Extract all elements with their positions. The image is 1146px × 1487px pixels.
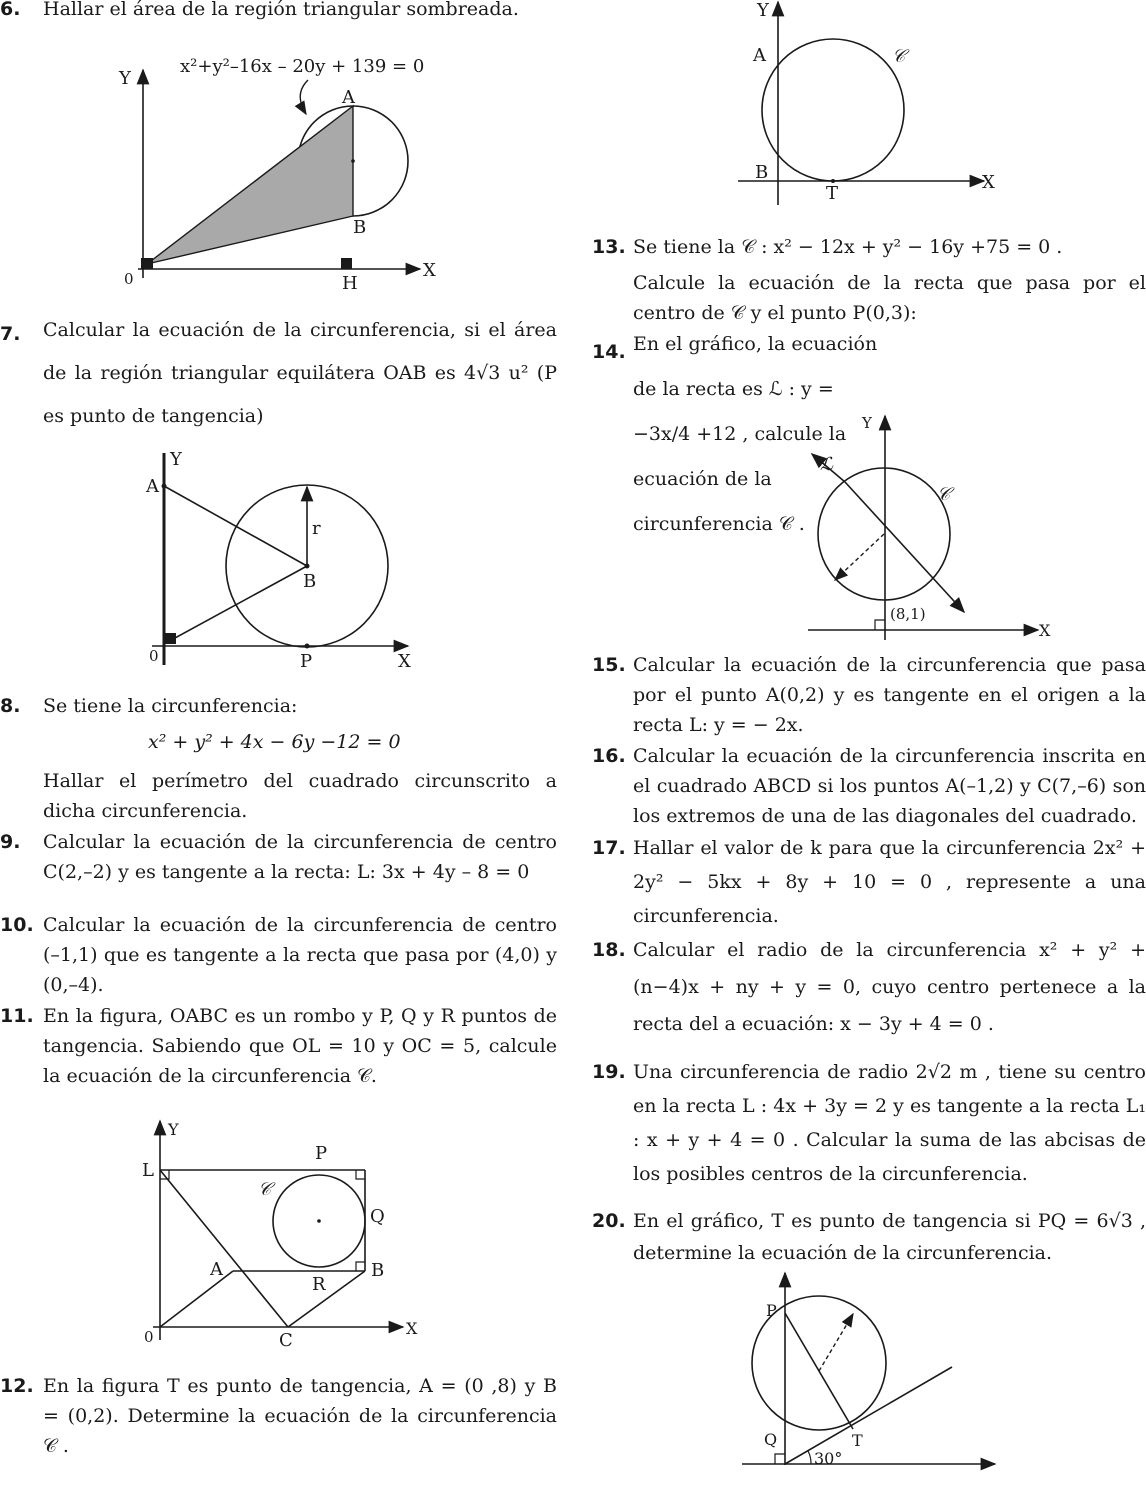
problem-text: Calcular la ecuación de la circunferencia de centro (–1,1) que es tangente a la recta que pasa por (4,0) y (0,–4).: [43, 914, 557, 996]
label-r: r: [312, 518, 321, 539]
problem-number: 12.: [0, 1375, 34, 1397]
label-b: B: [371, 1260, 385, 1281]
problem-18: [592, 932, 1146, 1043]
label-x: X: [982, 172, 995, 193]
problem-11: [0, 1001, 557, 1091]
label-r: R: [312, 1274, 326, 1295]
radius-arrow: [819, 1314, 853, 1371]
label-circle: 𝒞: [258, 1179, 272, 1200]
problem-text: Calcular la ecuación de la circunferencia inscrita en el cuadrado ABCD si los puntos A(–1,2) y C(7,–6) son los extremos de una de las diagonales del cuadrado.: [633, 745, 1146, 827]
label-q: Q: [370, 1206, 385, 1227]
center-dot: [351, 159, 355, 163]
problem-text: Calcule la ecuación de la recta que pasa por el centro de 𝒞 y el punto P(0,3):: [633, 272, 1146, 324]
problem-17: [592, 831, 1146, 933]
problem-number: 7.: [0, 323, 21, 345]
radius-arrow: [835, 534, 884, 580]
problem-15: [592, 650, 1146, 740]
label-y: Y: [119, 68, 131, 89]
problem-number: 13.: [592, 236, 626, 258]
label-h: H: [342, 273, 358, 293]
problem-13-continued: [633, 268, 1146, 328]
label-x: X: [406, 1319, 418, 1338]
label-t: T: [826, 183, 839, 204]
label-b: B: [353, 217, 367, 238]
problem-text: En el gráfico, T es punto de tangencia si PQ = 6√3 , determine la ecuación de la circunferencia.: [633, 1210, 1146, 1264]
problem-20: [592, 1205, 1146, 1269]
problem-number: 14.: [592, 341, 626, 363]
problem-text: Hallar el valor de k para que la circunferencia 2x² + 2y² − 5kx + 8y + 10 = 0 , represente a una circunferencia.: [633, 837, 1146, 927]
problem-9: [0, 827, 557, 887]
right-angle-top: [356, 1170, 365, 1179]
label-a: A: [210, 1259, 223, 1280]
label-circle: 𝒞: [892, 46, 906, 67]
label-origin: 0: [124, 270, 134, 288]
right-angle-marker: [875, 620, 885, 630]
problem-number: 11.: [0, 1005, 34, 1027]
label-a: A: [753, 45, 766, 66]
label-p: P: [766, 1301, 777, 1320]
label-line: ℒ: [820, 454, 833, 475]
point-h-marker: [341, 258, 352, 269]
circle: [762, 39, 904, 181]
problem-16: [592, 741, 1146, 831]
tangent-line: [785, 1367, 952, 1464]
problem-8-continued: [43, 766, 557, 826]
label-p: P: [315, 1143, 328, 1164]
angle-arc: [808, 1451, 811, 1464]
problem-13: [592, 232, 1146, 262]
point-p: [305, 644, 310, 649]
label-a: A: [342, 87, 355, 108]
problem-12: [0, 1371, 557, 1461]
problem-text: En el gráfico, la ecuación de la recta es ℒ : y = −3x/4 +12 , calcule la ecuación de la circunferencia 𝒞 .: [633, 333, 878, 535]
problem-number: 18.: [592, 939, 626, 961]
problem-text: Calcular la ecuación de la circunferencia de centro C(2,–2) y es tangente a la recta: L: 3x + 4y – 8 = 0: [43, 831, 557, 883]
label-t: T: [852, 1431, 863, 1450]
label-origin: 0: [149, 647, 159, 665]
shaded-triangle: [147, 106, 353, 264]
point-b: [305, 564, 310, 569]
problem-number: 8.: [0, 695, 21, 717]
problem-7: [0, 313, 557, 438]
figure-7: [140, 445, 430, 675]
figure-14: [802, 410, 1062, 645]
label-x: X: [398, 651, 411, 672]
label-circle: 𝒞: [937, 484, 951, 505]
label-origin: 0: [144, 1328, 154, 1346]
label-a: A: [146, 476, 159, 497]
label-point: (8,1): [890, 605, 926, 623]
problem-text: Hallar el perímetro del cuadrado circunscrito a dicha circunferencia.: [43, 770, 557, 822]
problem-number: 9.: [0, 831, 21, 853]
problem-number: 19.: [592, 1061, 626, 1083]
label-b: B: [303, 571, 317, 592]
problem-text: Calcular la ecuación de la circunferencia, si el área de la región triangular equilátera OAB es 4√3 u² (P es punto de tangencia): [43, 319, 557, 427]
problem-number: 17.: [592, 837, 626, 859]
problem-10: [0, 910, 557, 1000]
label-y: Y: [170, 449, 182, 470]
problem-6: [0, 0, 560, 24]
problem-text: Se tiene la 𝒞 : x² − 12x + y² − 16y +75 = 0 .: [633, 236, 1063, 258]
problem-text: Calcular el radio de la circunferencia x² + y² + (n−4)x + ny + y = 0, cuyo centro pertenece a la recta del a ecuación: x − 3y + 4 = 0 .: [633, 939, 1146, 1035]
problem-text: Calcular la ecuación de la circunferencia que pasa por el punto A(0,2) y es tangente en el origen a la recta L: y = − 2x.: [633, 654, 1146, 736]
label-y: Y: [757, 0, 769, 21]
problem-8-equation: x² + y² + 4x − 6y −12 = 0: [148, 731, 401, 753]
label-x: X: [423, 260, 436, 281]
segment-cb: [288, 1271, 365, 1327]
problem-text: Una circunferencia de radio 2√2 m , tiene su centro en la recta L : 4x + 3y = 2 y es tangente a la recta L₁ : x + y + 4 = 0 . Calcular la suma de las abcisas de los posibles centros de la circunferencia.: [633, 1061, 1146, 1185]
right-angle-b: [356, 1262, 365, 1271]
right-angle-marker: [165, 633, 176, 644]
figure-20: [737, 1270, 1002, 1480]
problem-number: 16.: [592, 745, 626, 767]
problem-text: Se tiene la circunferencia:: [43, 695, 298, 717]
label-p: P: [300, 651, 313, 672]
center-dot: [317, 1219, 321, 1223]
problem-text: En la figura T es punto de tangencia, A = (0 ,8) y B = (0,2). Determine la ecuación de la circunferencia 𝒞 .: [43, 1375, 557, 1457]
problem-19: [592, 1055, 1146, 1191]
segment-ob: [164, 566, 307, 644]
figure-11: [135, 1115, 435, 1355]
figure-12: [732, 0, 1012, 215]
label-y: Y: [862, 414, 872, 432]
point-a: [162, 484, 167, 489]
label-x: X: [1039, 621, 1051, 640]
segment-ab: [164, 486, 307, 566]
label-angle: 30°: [814, 1449, 843, 1468]
problem-number: 10.: [0, 914, 34, 936]
problem-number: 6.: [0, 0, 21, 20]
right-angle-marker: [141, 258, 153, 269]
label-c: C: [279, 1330, 293, 1351]
circle-equation: x²+y²–16x – 20y + 139 = 0: [180, 56, 425, 77]
problem-number: 15.: [592, 654, 626, 676]
right-angle-marker: [775, 1454, 785, 1464]
problem-text: Hallar el área de la región triangular sombreada.: [43, 0, 519, 20]
problem-text: En la figura, OABC es un rombo y P, Q y R puntos de tangencia. Sabiendo que OL = 10 y OC = 5, calcule la ecuación de la circunferencia 𝒞.: [43, 1005, 557, 1087]
label-q: Q: [764, 1430, 778, 1449]
problem-8: [0, 691, 557, 721]
label-l: L: [142, 1160, 154, 1181]
equation-pointer: [300, 80, 308, 114]
label-b: B: [755, 162, 769, 183]
label-y: Y: [168, 1120, 179, 1139]
problem-number: 20.: [592, 1210, 626, 1232]
figure-6: [110, 48, 450, 293]
